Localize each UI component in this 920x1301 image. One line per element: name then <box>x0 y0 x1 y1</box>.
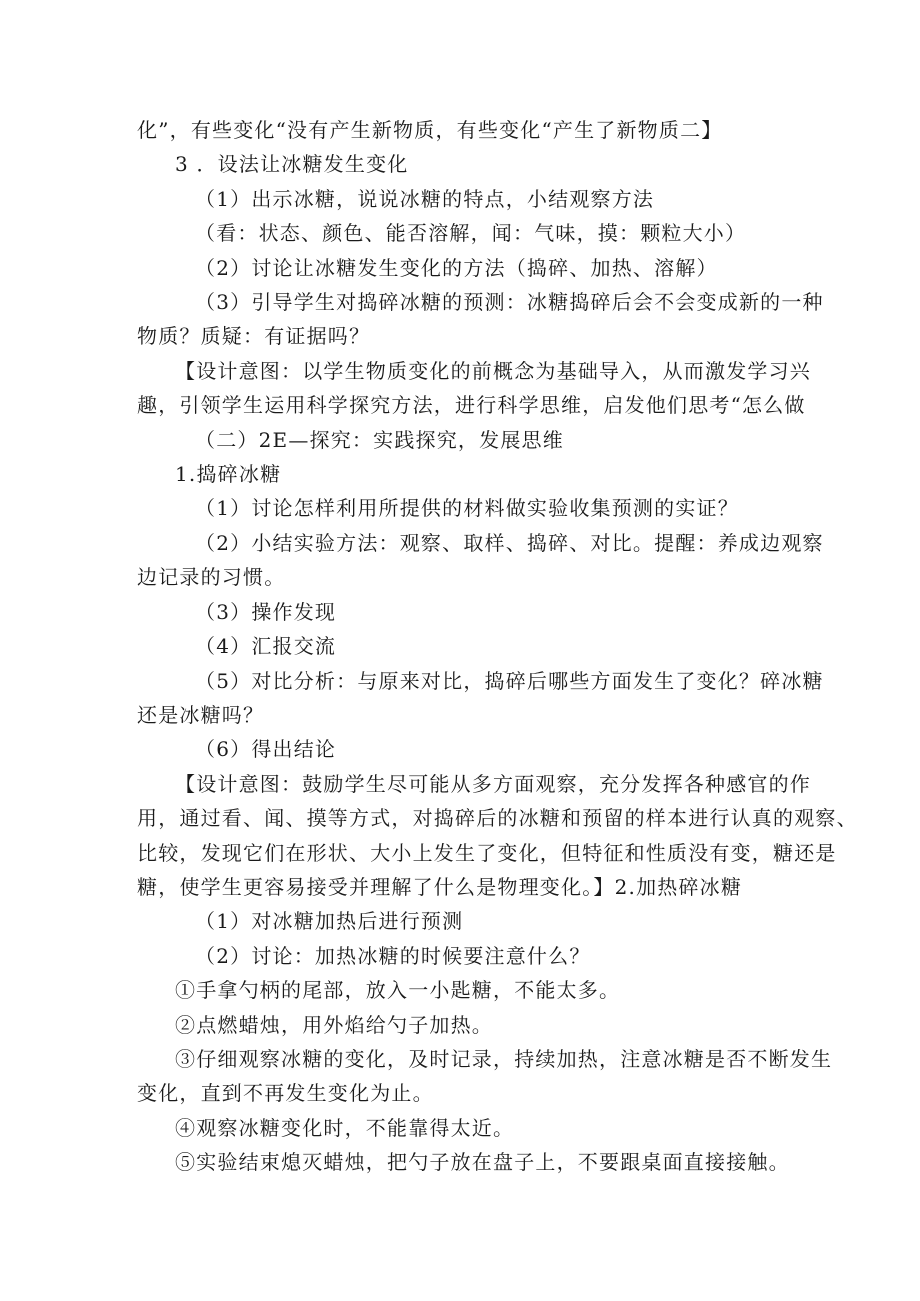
text-line: 物质？质疑：有证据吗？ <box>137 324 371 348</box>
list-item: （2）小结实验方法：观察、取样、捣碎、对比。提醒：养成边观察 <box>195 531 824 555</box>
list-item: （5）对比分析：与原来对比，捣碎后哪些方面发生了变化？碎冰糖 <box>195 669 824 693</box>
list-item: ③仔细观察冰糖的变化，及时记录，持续加热，注意冰糖是否不断发生 <box>175 1047 833 1071</box>
list-item: （4）汇报交流 <box>195 634 337 658</box>
list-item: ②点燃蜡烛，用外焰给勺子加热。 <box>175 1013 493 1037</box>
list-item: ④观察冰糖变化时，不能靠得太近。 <box>175 1116 515 1140</box>
text-line: 还是冰糖吗？ <box>137 703 265 727</box>
list-item: （2）讨论让冰糖发生变化的方法（捣碎、加热、溶解） <box>195 256 718 280</box>
list-item: ①手拿勺柄的尾部，放入一小匙糖，不能太多。 <box>175 978 621 1002</box>
list-item: （3）操作发现 <box>195 600 337 624</box>
list-item: ⑤实验结束熄灭蜡烛，把勺子放在盘子上，不要跟桌面直接接触。 <box>175 1150 790 1174</box>
text-line: 化”，有些变化“没有产生新物质，有些变化“产生了新物质二】 <box>137 118 723 142</box>
list-item: （1）讨论怎样利用所提供的材料做实验收集预测的实证？ <box>195 496 739 520</box>
design-intent-note: 【设计意图：鼓励学生尽可能从多方面观察，充分发挥各种感官的作 <box>175 772 811 796</box>
design-intent-note: 【设计意图：以学生物质变化的前概念为基础导入，从而激发学习兴 <box>175 359 811 383</box>
text-line: 糖，使学生更容易接受并理解了什么是物理变化。】2.加热碎冰糖 <box>137 875 743 899</box>
list-item: （1）出示冰糖，说说冰糖的特点，小结观察方法 <box>195 187 655 211</box>
text-line: 用，通过看、闻、摸等方式，对捣碎后的冰糖和预留的样本进行认真的观察、 <box>137 806 858 830</box>
text-line: 趣，引领学生运用科学探究方法，进行科学思维，启发他们思考“怎么做 <box>137 393 806 417</box>
list-item: （2）讨论：加热冰糖的时候要注意什么？ <box>195 944 591 968</box>
list-item: （6）得出结论 <box>195 737 337 761</box>
section-heading: 3 ．设法让冰糖发生变化 <box>175 152 409 176</box>
text-line: 变化，直到不再发生变化为止。 <box>137 1081 434 1105</box>
text-line: （看：状态、颜色、能否溶解，闻：气味，摸：颗粒大小） <box>195 221 747 245</box>
text-line: 比较，发现它们在形状、大小上发生了变化，但特征和性质没有变，糖还是 <box>137 841 837 865</box>
list-item: （1）对冰糖加热后进行预测 <box>195 909 464 933</box>
subsection-heading: 1.捣碎冰糖 <box>175 462 282 486</box>
text-line: 边记录的习惯。 <box>137 565 286 589</box>
section-heading: （二）2E—探究：实践探究，发展思维 <box>195 428 564 452</box>
list-item: （3）引导学生对捣碎冰糖的预测：冰糖捣碎后会不会变成新的一种 <box>195 290 824 314</box>
